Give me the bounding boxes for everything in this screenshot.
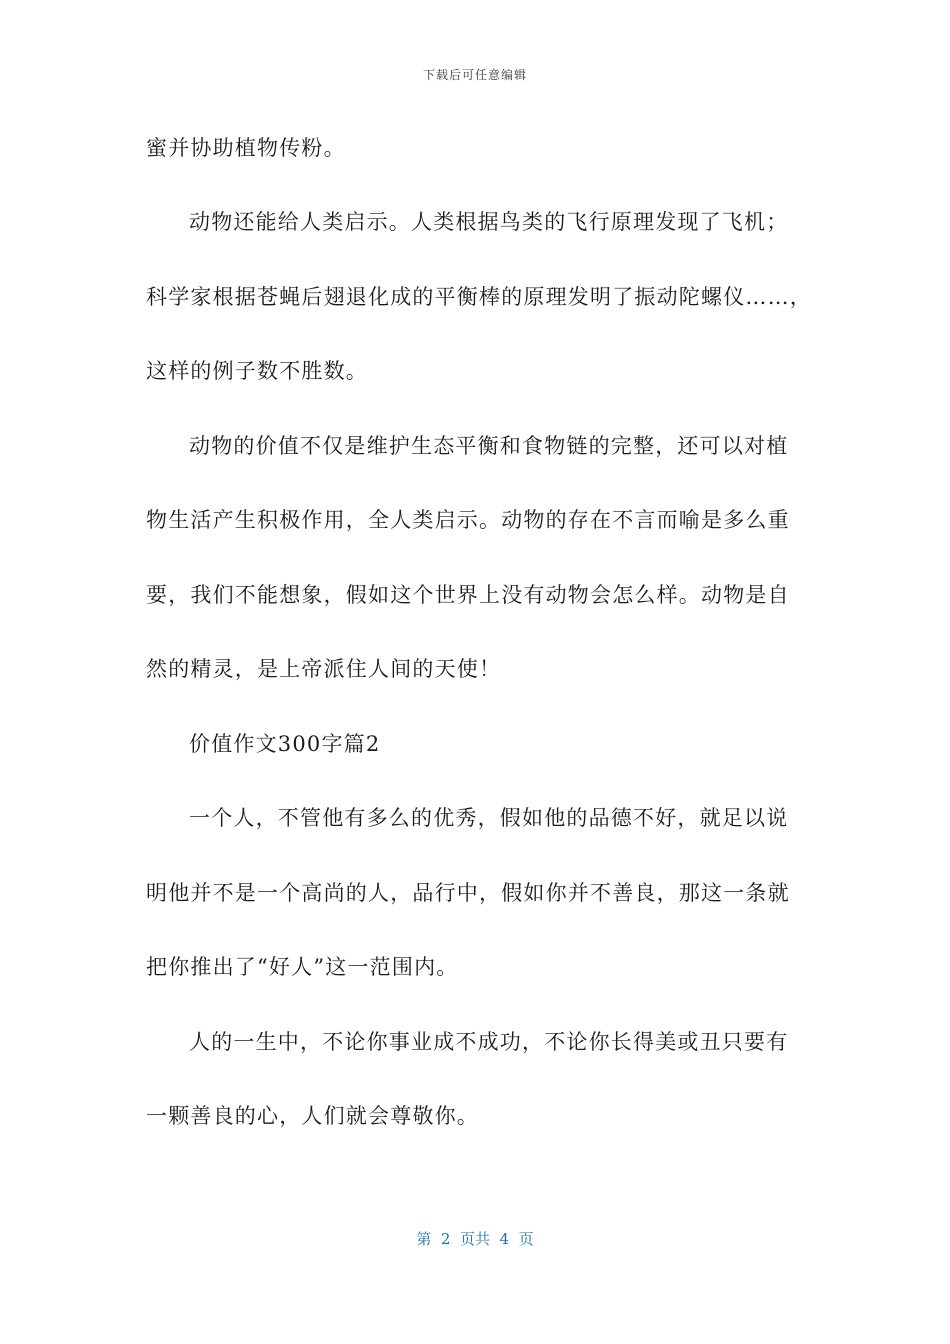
page-header-note: 下载后可任意编辑 (422, 68, 527, 82)
text-line: 动物还能给人类启示。人类根据鸟类的飞行原理发现了飞机； (189, 210, 789, 234)
text-line: 一颗善良的心，人们就会尊敬你。 (146, 1104, 479, 1128)
text-line: 要，我们不能想象，假如这个世界上没有动物会怎么样。动物是自 (146, 583, 790, 607)
text-line: 把你推出了“好人”这一范围内。 (146, 955, 459, 979)
text-line: 科学家根据苍蝇后翅退化成的平衡棒的原理发明了振动陀螺仪……， (146, 285, 812, 309)
text-line: 明他并不是一个高尚的人，品行中，假如你并不善良，那这一条就 (146, 881, 790, 905)
text-line: 人的一生中，不论你事业成不成功，不论你长得美或丑只要有 (189, 1030, 789, 1054)
text-line: 蜜并协助植物传粉。 (146, 136, 346, 160)
text-line: 这样的例子数不胜数。 (146, 359, 368, 383)
text-line: 动物的价值不仅是维护生态平衡和食物链的完整，还可以对植 (189, 434, 789, 458)
text-line: 然的精灵，是上帝派住人间的天使！ (146, 657, 502, 681)
section-heading: 价值作文300字篇2 (189, 732, 381, 756)
text-line: 一个人，不管他有多么的优秀，假如他的品德不好，就足以说 (189, 806, 789, 830)
text-line: 物生活产生积极作用，全人类启示。动物的存在不言而喻是多么重 (146, 508, 790, 532)
page-number-footer: 第 2 页共 4 页 (416, 1230, 534, 1248)
